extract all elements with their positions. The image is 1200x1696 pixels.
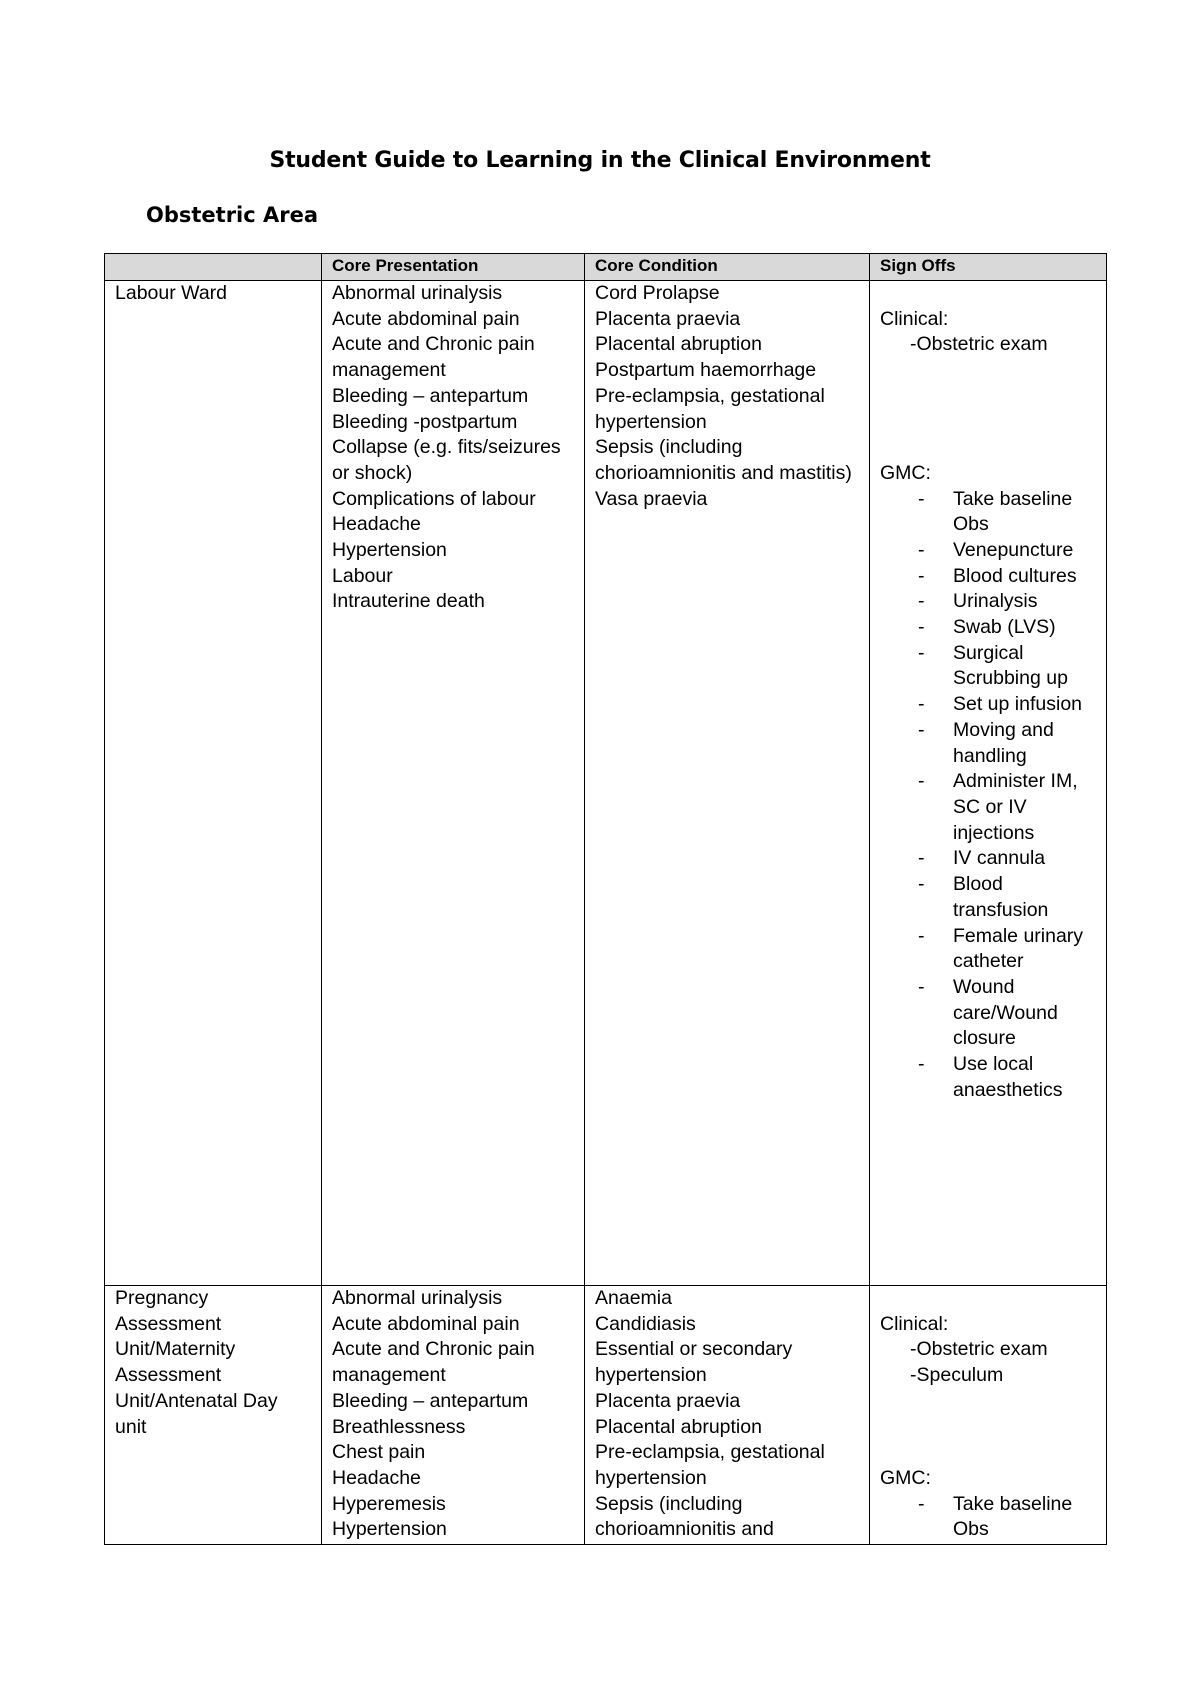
learning-table [104, 253, 1107, 1545]
list-item: Hyperemesis [332, 1492, 446, 1515]
list-item: Hypertension [332, 1518, 447, 1541]
area-label: Pregnancy Assessment Unit/Maternity Assessment Unit/Antenatal Day unit [115, 1287, 278, 1438]
clinical-item: -Obstetric exam [910, 1338, 1048, 1361]
list-item: Pre-eclampsia, gestational hypertension [595, 384, 825, 433]
presentations-cell [322, 281, 585, 1286]
area-cell [105, 281, 322, 1286]
list-item: - Blood cultures [918, 564, 1098, 590]
signoffs-cell [870, 281, 1107, 1286]
list-item: Cord Prolapse [595, 282, 720, 304]
conditions-cell [585, 1286, 870, 1545]
header-core-condition: Core Condition [585, 254, 870, 281]
signoffs-cell [870, 1286, 1107, 1545]
list-item: Bleeding – antepartum [332, 1389, 529, 1412]
presentations-cell [322, 1286, 585, 1545]
list-item: Vasa praevia [595, 487, 708, 510]
list-item: Acute abdominal pain [332, 1312, 520, 1335]
list-item: Acute and Chronic pain management [332, 333, 535, 382]
list-item: Abnormal urinalysis [332, 282, 503, 304]
conditions-cell [585, 281, 870, 1286]
list-item: Bleeding – antepartum [332, 384, 529, 407]
list-item: Complications of labour [332, 487, 536, 510]
list-item: Placental abruption [595, 1415, 762, 1438]
list-item: Hypertension [332, 539, 447, 562]
list-item: - Swab (LVS) [918, 615, 1098, 641]
list-item: Pre-eclampsia, gestational hypertension [595, 1441, 825, 1489]
list-item: Placenta praevia [595, 307, 741, 330]
list-item: - Use local anaesthetics [918, 1052, 1098, 1103]
gmc-label: GMC: [880, 1466, 931, 1489]
list-item: Breathlessness [332, 1415, 466, 1438]
list-item: - IV cannula [918, 846, 1098, 872]
header-area [105, 254, 322, 281]
list-item: Acute and Chronic pain management [332, 1338, 535, 1387]
area-label: Labour Ward [115, 282, 228, 304]
list-item: Collapse (e.g. fits/seizures or shock) [332, 436, 561, 484]
list-item: - Blood transfusion [918, 872, 1098, 923]
list-item: Candidiasis [595, 1312, 696, 1335]
list-item: - Wound care/Wound closure [918, 975, 1098, 1052]
list-item: Essential or secondary hypertension [595, 1338, 793, 1387]
list-item: Headache [332, 513, 421, 536]
list-item: - Set up infusion [918, 692, 1098, 718]
list-item: Placenta praevia [595, 1389, 741, 1412]
gmc-label: GMC: [880, 461, 931, 484]
list-item: - Moving and handling [918, 718, 1098, 769]
clinical-item: -Speculum [910, 1364, 1004, 1387]
table-row [105, 1286, 1107, 1545]
clinical-label: Clinical: [880, 1312, 949, 1335]
list-item: Sepsis (including chorioamnionitis and [595, 1492, 774, 1541]
list-item: Intrauterine death [332, 590, 485, 613]
list-item: - Take baseline Obs [918, 487, 1098, 538]
header-sign-offs: Sign Offs [870, 254, 1107, 281]
gmc-skills-list [880, 487, 1098, 1104]
list-item: Acute abdominal pain [332, 307, 520, 330]
list-item: Abnormal urinalysis [332, 1287, 503, 1309]
list-item: Anaemia [595, 1287, 672, 1309]
list-item: Labour [332, 564, 393, 587]
clinical-item: -Obstetric exam [910, 333, 1048, 356]
list-item: - Venepuncture [918, 538, 1098, 564]
list-item: Headache [332, 1466, 421, 1489]
section-title: Obstetric Area [146, 203, 319, 227]
list-item: - Take baseline Obs [918, 1492, 1098, 1543]
list-item: - Administer IM, SC or IV injections [918, 769, 1098, 846]
list-item: Chest pain [332, 1441, 426, 1464]
list-item: Placental abruption [595, 333, 762, 356]
gmc-skills-list [880, 1492, 1098, 1543]
page-title: Student Guide to Learning in the Clinical Environment [269, 148, 931, 173]
header-core-presentation: Core Presentation [322, 254, 585, 281]
list-item: Bleeding -postpartum [332, 410, 518, 433]
area-cell [105, 1286, 322, 1545]
list-item: Postpartum haemorrhage [595, 359, 817, 382]
table-header-row [105, 254, 1107, 281]
list-item: - Urinalysis [918, 589, 1098, 615]
list-item: Sepsis (including chorioamnionitis and mastitis) [595, 436, 852, 484]
clinical-label: Clinical: [880, 307, 949, 330]
list-item: - Surgical Scrubbing up [918, 641, 1098, 692]
table-row [105, 281, 1107, 1286]
list-item: - Female urinary catheter [918, 924, 1098, 975]
